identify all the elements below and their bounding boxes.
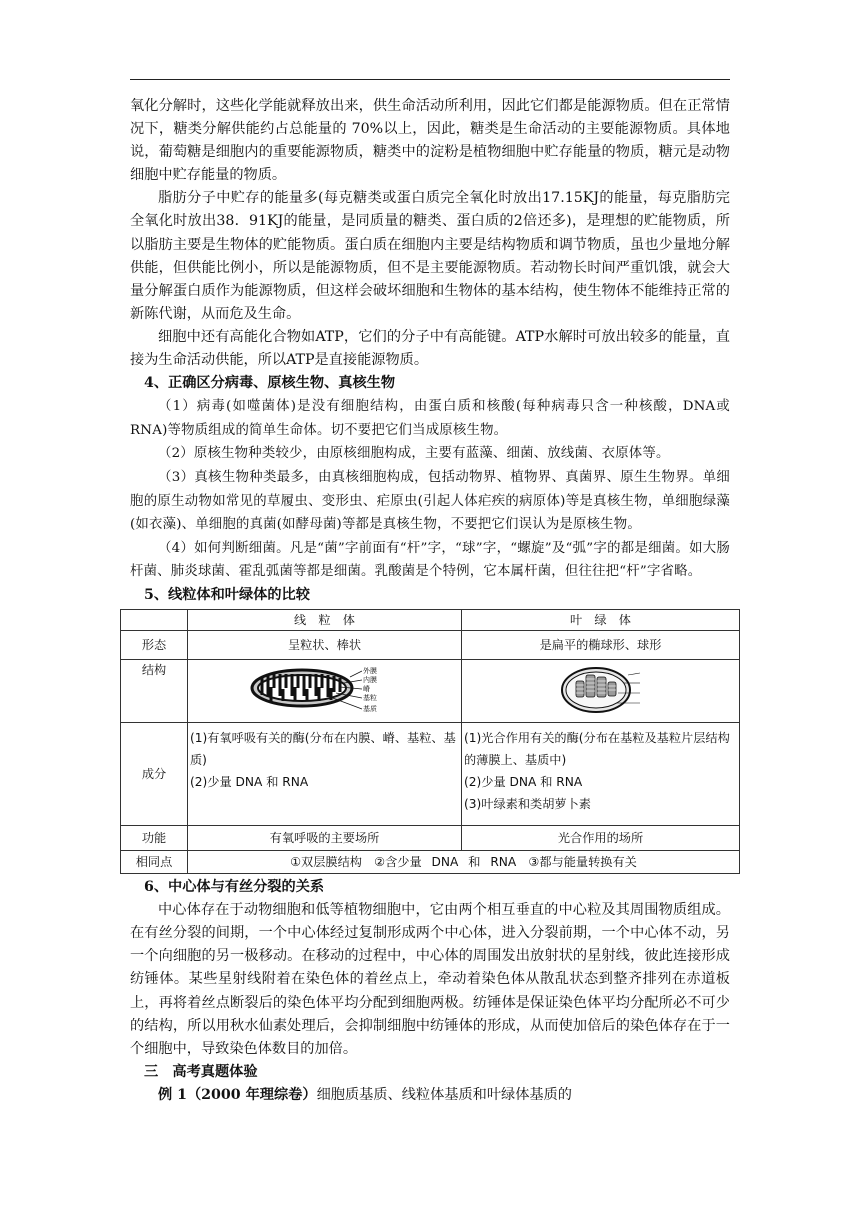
table-row-function	[121, 826, 740, 851]
list-item-prokaryote: （2）原核生物种类较少，由原核细胞构成，主要有蓝藻、细菌、放线菌、衣原体等。	[158, 446, 670, 462]
header-mitochondria: 线 粒 体	[188, 610, 462, 631]
document-body	[130, 95, 730, 1107]
paragraph-energy-sugar: 氧化分解时，这些化学能就释放出来，供生命活动所利用，因此它们都是能源物质。但在正常情况下，糖类分解供能约占总能量的 70%以上，因此，糖类是生命活动的主要能源物质。具体地说，葡萄糖是细胞内的重要能源物质，糖类中的淀粉是植物细胞中贮存能量的物质，糖元是动物细胞中贮存能量的物质。	[130, 98, 730, 184]
table-row-composition	[121, 723, 740, 826]
heading-section-4: 4、正确区分病毒、原核生物、真核生物	[144, 375, 396, 392]
cell-similarities: ①双层膜结构 ②含少量 DNA 和 RNA ③都与能量转换有关	[188, 851, 740, 874]
mito-composition-line: (1)有氧呼吸有关的酶(分布在内膜、嵴、基粒、基质)	[190, 731, 456, 768]
cell-shape-chloroplast: 是扁平的椭球形、球形	[462, 631, 740, 660]
mito-composition-line: (2)少量 DNA 和 RNA	[190, 775, 309, 790]
cell-structure-mitochondria	[188, 660, 462, 723]
row-label-function: 功能	[121, 826, 188, 851]
chloro-composition-line: (1)光合作用有关的酶(分布在基粒及基粒片层结构的薄膜上、基质中)	[464, 731, 730, 768]
list-item-eukaryote: （3）真核生物种类最多，由真核细胞构成，包括动物界、植物界、真菌界、原生生物界。单细胞的原生动物如常见的草履虫、变形虫、疟原虫(引起人体疟疾的病原体)等是真核生物，单细胞绿藻(如衣藻)、单细胞的真菌(如酵母菌)等都是真核生物，不要把它们误认为是原核生物。	[130, 470, 730, 533]
header-rule	[130, 79, 730, 80]
row-label-composition: 成分	[121, 723, 188, 826]
list-item-bacteria: （4）如何判断细菌。凡是“菌”字前面有“杆”字，“球”字，“螺旋”及“弧”字的都是细菌。如大肠杆菌、肺炎球菌、霍乱弧菌等都是细菌。乳酸菌是个特例，它本属杆菌，但往往把“杆”字省略。	[130, 540, 730, 580]
paragraph-fat-protein: 脂肪分子中贮存的能量多(每克糖类或蛋白质完全氧化时放出17.15KJ的能量，每克脂肪完全氧化时放出38．91KJ的能量，是同质量的糖类、蛋白质的2倍还多)，是理想的贮能物质，所以脂肪主要是生物体的贮能物质。蛋白质在细胞内主要是结构物质和调节物质，虽也少量地分解供能，但供能比例小，所以是能源物质，但不是主要能源物质。若动物长时间严重饥饿，就会大量分解蛋白质作为能源物质，但这样会破坏细胞和生物体的基本结构，使生物体不能维持正常的新陈代谢，从而危及生命。	[130, 190, 730, 322]
table-corner-cell	[121, 610, 188, 631]
comparison-table	[120, 609, 740, 874]
mito-label-cristae: 嵴	[362, 685, 370, 694]
table-row-structure	[121, 660, 740, 723]
paragraph-atp: 细胞中还有高能化合物如ATP，它们的分子中有高能键。ATP水解时可放出较多的能量，直接为生命活动供能，所以ATP是直接能源物质。	[130, 328, 730, 369]
chloro-composition-line: (2)少量 DNA 和 RNA	[464, 775, 583, 790]
mitochondrion-diagram-icon	[250, 663, 400, 719]
cell-shape-mitochondria: 呈粒状、棒状	[188, 631, 462, 660]
mito-label-granule: 基粒	[362, 694, 377, 703]
row-label-shape: 形态	[121, 631, 188, 660]
heading-exam-practice: 三 高考真题体验	[144, 1063, 258, 1080]
chloroplast-diagram-icon	[556, 663, 646, 719]
mito-label-matrix: 基质	[362, 705, 377, 714]
heading-section-6: 6、中心体与有丝分裂的关系	[144, 879, 325, 896]
example-1-label: 例 1（2000 年理综卷）	[158, 1086, 317, 1103]
cell-structure-chloroplast	[462, 660, 740, 723]
mito-label-inner-membrane: 内膜	[362, 676, 377, 685]
cell-composition-mitochondria	[188, 723, 462, 826]
list-item-virus: （1）病毒(如噬菌体)是没有细胞结构，由蛋白质和核酸(每种病毒只含一种核酸，DNA或 RNA)等物质组成的简单生命体。切不要把它们当成原核生物。	[130, 399, 730, 438]
table-row-similarities	[121, 851, 740, 874]
table-header-row	[121, 610, 740, 631]
table-row-shape	[121, 631, 740, 660]
heading-section-5: 5、线粒体和叶绿体的比较	[144, 586, 310, 603]
header-chloroplast: 叶 绿 体	[462, 610, 740, 631]
example-1-text: 细胞质基质、线粒体基质和叶绿体基质的	[316, 1086, 572, 1103]
row-label-structure: 结构	[121, 660, 188, 723]
mito-label-outer-membrane: 外膜	[362, 667, 377, 676]
cell-composition-chloroplast	[462, 723, 740, 826]
chloro-composition-line: (3)叶绿素和类胡萝卜素	[464, 797, 591, 812]
cell-function-chloroplast: 光合作用的场所	[462, 826, 740, 851]
row-label-similarities: 相同点	[121, 851, 188, 874]
paragraph-centrosome: 中心体存在于动物细胞和低等植物细胞中，它由两个相互垂直的中心粒及其周围物质组成。在有丝分裂的间期，一个中心体经过复制形成两个中心体，进入分裂前期，一个中心体不动，另一个向细胞的另一极移动。在移动的过程中，中心体的周围发出放射状的星射线，彼此连接形成纺锤体。某些星射线附着在染色体的着丝点上，牵动着染色体从散乱状态到整齐排列在赤道板上，再将着丝点断裂后的染色体平均分配到细胞两极。纺锤体是保证染色体平均分配所必不可少的结构，所以用秋水仙素处理后，会抑制细胞中纺锤体的形成，从而使加倍后的染色体存在于一个细胞中，导致染色体数目的加倍。	[130, 902, 730, 1057]
cell-function-mitochondria: 有氧呼吸的主要场所	[188, 826, 462, 851]
example-1	[130, 1084, 730, 1107]
